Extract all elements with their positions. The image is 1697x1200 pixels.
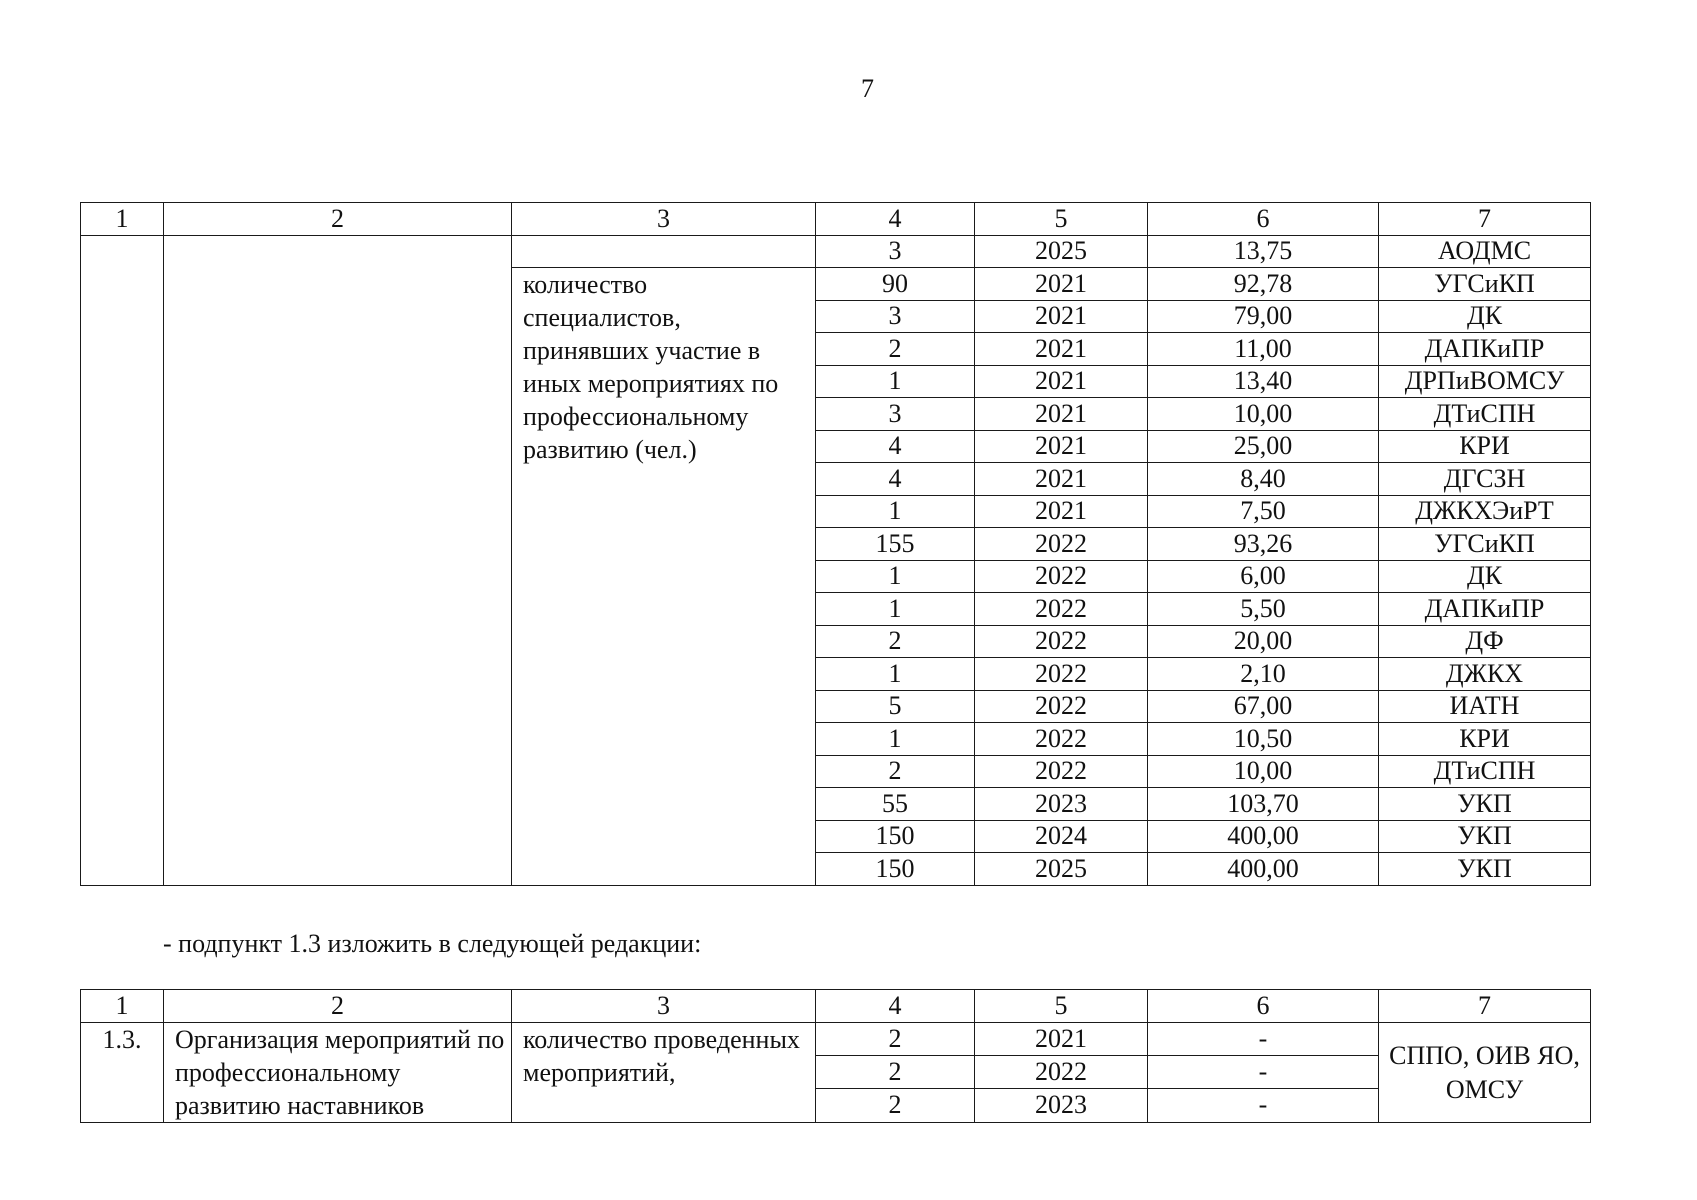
plan-value-cell: 2 [816, 755, 975, 788]
year-cell: 2022 [975, 723, 1148, 756]
plan-value-cell: 155 [816, 528, 975, 561]
empty-event-cell [164, 235, 512, 885]
header-cell: 3 [512, 203, 816, 236]
amount-cell: 400,00 [1148, 853, 1379, 886]
amount-cell: - [1148, 1089, 1379, 1122]
amount-cell: 67,00 [1148, 690, 1379, 723]
year-cell: 2021 [975, 463, 1148, 496]
plan-value-cell: 1 [816, 495, 975, 528]
agency-cell: ДТиСПН [1379, 755, 1591, 788]
header-cell: 7 [1379, 990, 1591, 1023]
header-cell: 5 [975, 990, 1148, 1023]
agency-cell: ДЖКХ [1379, 658, 1591, 691]
header-cell: 2 [164, 203, 512, 236]
plan-value-cell: 2 [816, 1055, 975, 1088]
plan-value-cell: 2 [816, 1089, 975, 1122]
page-number: 7 [861, 74, 874, 103]
header-cell: 1 [81, 203, 164, 236]
table-subitem-1-3 [80, 989, 1591, 1123]
agency-cell: СППО, ОИВ ЯО, ОМСУ [1379, 1022, 1591, 1122]
amount-cell: 400,00 [1148, 820, 1379, 853]
plan-value-cell: 1 [816, 560, 975, 593]
amount-cell: 2,10 [1148, 658, 1379, 691]
plan-value-cell: 2 [816, 1022, 975, 1055]
agency-cell: ДФ [1379, 625, 1591, 658]
amount-cell: 8,40 [1148, 463, 1379, 496]
empty-indicator-cell [512, 235, 816, 268]
plan-value-cell: 2 [816, 333, 975, 366]
agency-cell: ДК [1379, 560, 1591, 593]
indicator-cell: количество специалистов, принявших участие в иных мероприятиях по профессиональному развитию (чел.) [512, 268, 816, 886]
amount-cell: 13,75 [1148, 235, 1379, 268]
agency-cell: ДЖКХЭиРТ [1379, 495, 1591, 528]
amount-cell: 25,00 [1148, 430, 1379, 463]
header-cell: 4 [816, 990, 975, 1023]
plan-value-cell: 3 [816, 398, 975, 431]
plan-value-cell: 1 [816, 365, 975, 398]
amount-cell: 79,00 [1148, 300, 1379, 333]
header-cell: 3 [512, 990, 816, 1023]
header-cell: 6 [1148, 990, 1379, 1023]
amount-cell: 11,00 [1148, 333, 1379, 366]
empty-number-cell [81, 235, 164, 885]
table-row [81, 1022, 1591, 1055]
item-number-cell: 1.3. [81, 1022, 164, 1122]
year-cell: 2021 [975, 333, 1148, 366]
amount-cell: 13,40 [1148, 365, 1379, 398]
plan-value-cell: 55 [816, 788, 975, 821]
agency-cell: АОДМС [1379, 235, 1591, 268]
year-cell: 2022 [975, 755, 1148, 788]
year-cell: 2022 [975, 690, 1148, 723]
agency-cell: ИАТН [1379, 690, 1591, 723]
year-cell: 2025 [975, 235, 1148, 268]
year-cell: 2024 [975, 820, 1148, 853]
year-cell: 2021 [975, 1022, 1148, 1055]
indicator-cell: количество проведенных мероприятий, [512, 1022, 816, 1122]
year-cell: 2021 [975, 430, 1148, 463]
plan-value-cell: 5 [816, 690, 975, 723]
agency-cell: ДТиСПН [1379, 398, 1591, 431]
agency-cell: ДАПКиПР [1379, 593, 1591, 626]
agency-cell: КРИ [1379, 430, 1591, 463]
agency-cell: УКП [1379, 788, 1591, 821]
table-row [81, 235, 1591, 268]
amount-cell: 92,78 [1148, 268, 1379, 301]
amount-cell: - [1148, 1022, 1379, 1055]
year-cell: 2022 [975, 1055, 1148, 1088]
year-cell: 2021 [975, 300, 1148, 333]
plan-value-cell: 3 [816, 235, 975, 268]
plan-value-cell: 1 [816, 593, 975, 626]
year-cell: 2021 [975, 495, 1148, 528]
year-cell: 2023 [975, 1089, 1148, 1122]
header-cell: 2 [164, 990, 512, 1023]
amount-cell: - [1148, 1055, 1379, 1088]
agency-cell: УГСиКП [1379, 528, 1591, 561]
header-cell: 6 [1148, 203, 1379, 236]
agency-cell: КРИ [1379, 723, 1591, 756]
agency-cell: УКП [1379, 853, 1591, 886]
amount-cell: 5,50 [1148, 593, 1379, 626]
header-cell: 7 [1379, 203, 1591, 236]
agency-cell: УГСиКП [1379, 268, 1591, 301]
amount-cell: 10,50 [1148, 723, 1379, 756]
amount-cell: 93,26 [1148, 528, 1379, 561]
header-row [81, 990, 1591, 1023]
year-cell: 2023 [975, 788, 1148, 821]
plan-value-cell: 90 [816, 268, 975, 301]
plan-value-cell: 4 [816, 430, 975, 463]
agency-cell: ДРПиВОМСУ [1379, 365, 1591, 398]
year-cell: 2022 [975, 625, 1148, 658]
plan-value-cell: 150 [816, 820, 975, 853]
header-row [81, 203, 1591, 236]
amount-cell: 20,00 [1148, 625, 1379, 658]
header-cell: 4 [816, 203, 975, 236]
plan-value-cell: 2 [816, 625, 975, 658]
plan-value-cell: 4 [816, 463, 975, 496]
amount-cell: 103,70 [1148, 788, 1379, 821]
plan-value-cell: 3 [816, 300, 975, 333]
amount-cell: 10,00 [1148, 398, 1379, 431]
year-cell: 2021 [975, 268, 1148, 301]
year-cell: 2022 [975, 560, 1148, 593]
year-cell: 2022 [975, 658, 1148, 691]
amount-cell: 10,00 [1148, 755, 1379, 788]
year-cell: 2021 [975, 398, 1148, 431]
event-cell: Организация мероприятий по профессиональному развитию наставников [164, 1022, 512, 1122]
agency-cell: ДАПКиПР [1379, 333, 1591, 366]
plan-value-cell: 1 [816, 723, 975, 756]
intro-text: - подпункт 1.3 изложить в следующей редакции: [163, 929, 702, 958]
agency-cell: УКП [1379, 820, 1591, 853]
plan-value-cell: 150 [816, 853, 975, 886]
plan-value-cell: 1 [816, 658, 975, 691]
year-cell: 2021 [975, 365, 1148, 398]
table-continuation [80, 202, 1591, 886]
header-cell: 5 [975, 203, 1148, 236]
year-cell: 2022 [975, 528, 1148, 561]
header-cell: 1 [81, 990, 164, 1023]
year-cell: 2022 [975, 593, 1148, 626]
amount-cell: 7,50 [1148, 495, 1379, 528]
agency-cell: ДК [1379, 300, 1591, 333]
agency-cell: ДГСЗН [1379, 463, 1591, 496]
year-cell: 2025 [975, 853, 1148, 886]
amount-cell: 6,00 [1148, 560, 1379, 593]
